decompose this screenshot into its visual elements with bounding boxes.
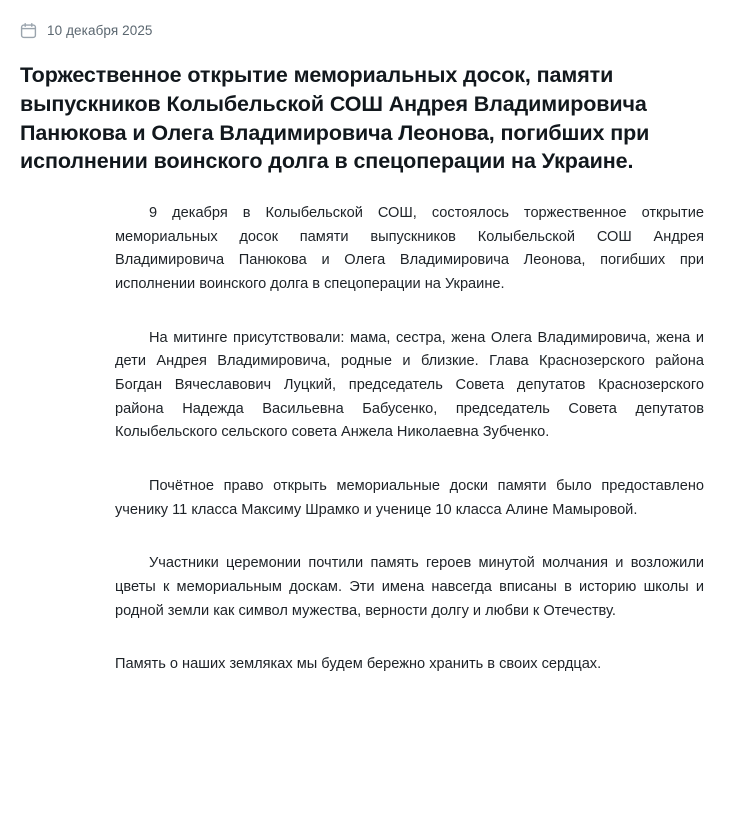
article-paragraph: Память о наших земляках мы будем бережно хранить в своих сердцах. (115, 656, 602, 673)
article-meta (20, 22, 709, 39)
article-paragraph: Почётное право открыть мемориальные доски памяти было предоставлено ученику 11 класса Максиму Шрамко и ученице 10 класса Алине Мамыровой. (115, 477, 704, 518)
article-paragraph: 9 декабря в Колыбельской СОШ, состоялось торжественное открытие мемориальных досок памяти выпускников Колыбельской СОШ Андрея Владимировича Панюкова и Олега Владимировича Леонова, погибших при исполнении воинского долга в спецоперации на Украине. (115, 205, 704, 293)
publish-date: 10 декабря 2025 (47, 23, 153, 38)
article-paragraph: Участники церемонии почтили память героев минутой молчания и возложили цветы к мемориальным доскам. Эти имена навсегда вписаны в историю школы и родной земли как символ мужества, верности долгу и любви к Отечеству. (115, 555, 704, 619)
article-paragraph: На митинге присутствовали: мама, сестра, жена Олега Владимировича, жена и дети Андрея Владимировича, родные и близкие. Глава Краснозерского района Богдан Вячеславович Луцкий, председатель Совета депутатов Краснозерского района Надежда Васильевна Бабусенко, председатель Совета депутатов Колыбельского сельского совета Анжела Николаевна Зубченко. (115, 329, 704, 441)
page-title: Торжественное открытие мемориальных досок, памяти выпускников Колыбельской СОШ Андрея Владимировича Панюкова и Олега Владимировича Леонова, погибших при исполнении воинского долга в спецоперации на Украине. (20, 63, 650, 174)
calendar-icon (20, 22, 37, 39)
article-body (20, 202, 709, 677)
